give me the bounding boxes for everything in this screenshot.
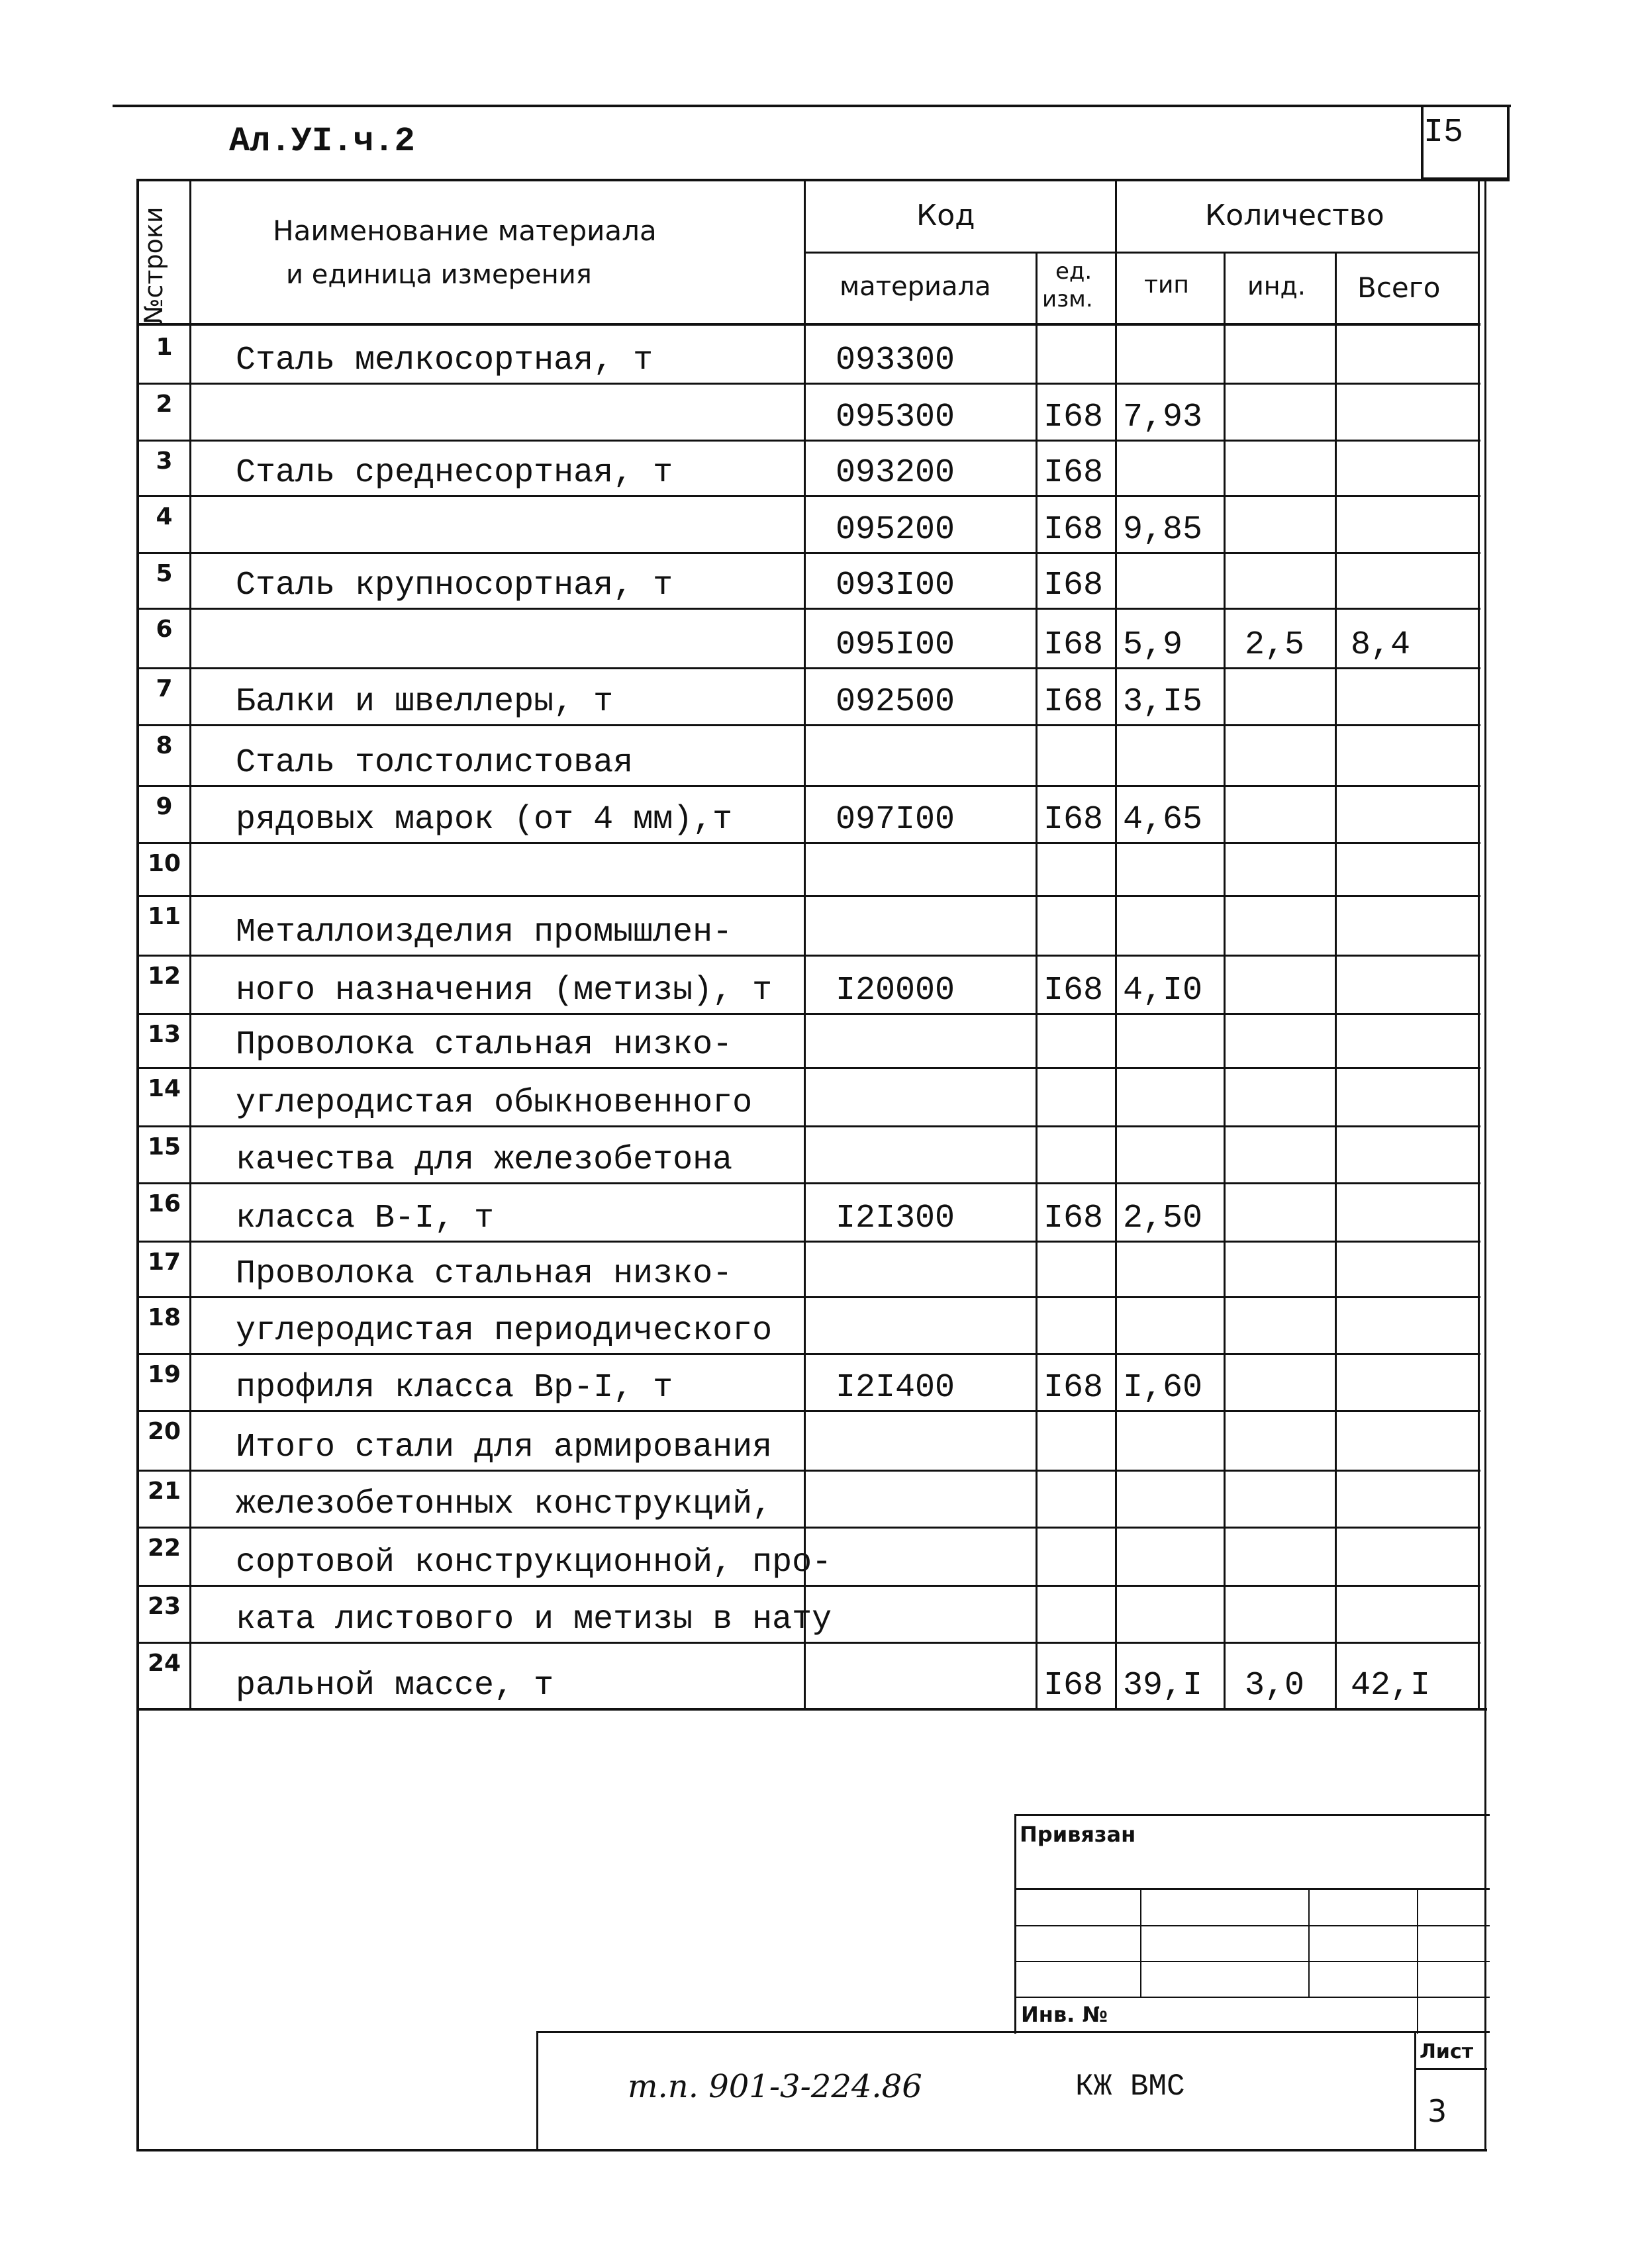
row-number: 9: [156, 793, 173, 820]
row-number: 20: [147, 1418, 181, 1445]
row-line: [136, 1296, 1480, 1298]
row-line: [136, 785, 1480, 787]
material-name: углеродистая периодического: [236, 1312, 773, 1350]
name-header-line2: и единица измерения: [286, 260, 592, 290]
row-line: [136, 1013, 1480, 1015]
row-number: 17: [147, 1249, 181, 1276]
qty-type: 7,93: [1123, 399, 1203, 436]
project-code: т.п. 901-3-224.86: [628, 2068, 922, 2105]
stamp-line-4: [1014, 1997, 1490, 1998]
type-header: тип: [1144, 271, 1189, 299]
material-code: I2I400: [836, 1369, 955, 1407]
code-unit-header-l1: ед.: [1055, 258, 1092, 285]
material-name: Металлоизделия промышлен-: [236, 914, 733, 951]
row-number: 24: [147, 1650, 181, 1677]
material-name: Проволока стальная низко-: [236, 1255, 733, 1293]
material-code: 093300: [836, 342, 955, 379]
page-box-right: [1507, 105, 1510, 180]
qty-total: 8,4: [1351, 626, 1411, 664]
material-name: железобетонных конструкций,: [236, 1486, 773, 1523]
qty-type: 2,50: [1123, 1200, 1203, 1237]
row-number: 7: [156, 675, 173, 702]
sheet-box-left: [1414, 2031, 1416, 2151]
stamp-line-1: [1014, 1888, 1490, 1890]
sheet-number: 3: [1427, 2093, 1447, 2129]
material-code: I2I300: [836, 1200, 955, 1237]
unit-code: I68: [1043, 626, 1104, 664]
material-name: рядовых марок (от 4 мм),т: [236, 801, 733, 839]
unit-code: I68: [1043, 801, 1104, 839]
material-code: 095200: [836, 511, 955, 549]
code-unit-header-l2: изм.: [1042, 286, 1093, 312]
page-number: I5: [1424, 114, 1464, 152]
row-line: [136, 383, 1480, 385]
col-line-name: [804, 179, 806, 1709]
sheet-code: Ал.УI.ч.2: [229, 122, 415, 161]
name-header-line1: Наименование материала: [273, 214, 657, 247]
material-code: 093I00: [836, 567, 955, 604]
col-line-code: [1036, 252, 1038, 1709]
stamp-line-3: [1014, 1961, 1490, 1962]
title-left-line: [536, 2031, 538, 2151]
row-line: [136, 1182, 1480, 1184]
material-name: Итого стали для армирования: [236, 1429, 773, 1466]
frame-bottom: [136, 2149, 1487, 2151]
unit-code: I68: [1043, 1200, 1104, 1237]
ind-header: инд.: [1247, 271, 1306, 301]
row-line: [136, 1125, 1480, 1127]
row-number: 15: [147, 1133, 181, 1160]
row-number: 2: [156, 391, 173, 418]
top-border: [113, 105, 1511, 107]
row-number: 23: [147, 1593, 181, 1620]
material-name: ного назначения (метизы), т: [236, 972, 773, 1010]
qty-ind: 3,0: [1245, 1667, 1305, 1705]
header-top-line: [136, 179, 1510, 181]
qty-ind: 2,5: [1245, 626, 1305, 664]
material-code: 095I00: [836, 626, 955, 664]
row-line: [136, 1585, 1480, 1587]
row-line: [136, 1642, 1480, 1644]
total-header: Всего: [1357, 271, 1441, 304]
quantity-header: Количество: [1205, 199, 1384, 232]
row-line: [136, 440, 1480, 442]
material-code: 092500: [836, 683, 955, 721]
code-material-header: материала: [840, 271, 991, 302]
row-line: [136, 895, 1480, 897]
bound-label: Привязан: [1020, 1822, 1136, 1847]
header-bottom-line: [136, 323, 1480, 326]
row-number: 6: [156, 616, 173, 643]
material-code: 097I00: [836, 801, 955, 839]
row-line: [136, 1241, 1480, 1243]
sheet-box-mid: [1414, 2068, 1487, 2070]
row-line: [136, 724, 1480, 726]
qty-type: 9,85: [1123, 511, 1203, 549]
row-number: 13: [147, 1021, 181, 1048]
unit-code: I68: [1043, 511, 1104, 549]
qty-type: 4,65: [1123, 801, 1203, 839]
stamp-top-line: [1014, 1814, 1490, 1816]
stamp-line-2: [1014, 1925, 1490, 1926]
material-name: качества для железобетона: [236, 1141, 733, 1179]
material-name: Сталь среднесортная, т: [236, 454, 673, 492]
row-number: 3: [156, 448, 173, 475]
stamp-vline-2: [1308, 1888, 1310, 1997]
col-line-ind: [1335, 252, 1337, 1709]
row-number: 12: [147, 963, 181, 990]
material-name: ката листового и метизы в нату: [236, 1601, 832, 1638]
row-line: [136, 1527, 1480, 1529]
col-line-unit: [1115, 179, 1117, 1709]
table-bottom-line: [136, 1708, 1487, 1711]
qty-type: 5,9: [1123, 626, 1183, 664]
unit-code: I68: [1043, 567, 1104, 604]
row-number: 10: [147, 850, 181, 877]
section-code: КЖ ВМС: [1075, 2069, 1185, 2104]
row-line: [136, 1410, 1480, 1412]
qty-total: 42,I: [1351, 1667, 1431, 1705]
title-top-line: [536, 2031, 1490, 2033]
row-line: [136, 608, 1480, 610]
unit-code: I68: [1043, 683, 1104, 721]
row-line: [136, 552, 1480, 554]
row-line: [136, 495, 1480, 497]
row-number: 1: [156, 334, 173, 361]
row-number: 8: [156, 732, 173, 759]
qty-type: 4,I0: [1123, 972, 1203, 1010]
material-name: Балки и швеллеры, т: [236, 683, 614, 721]
stamp-left-line: [1014, 1814, 1016, 2034]
unit-code: I68: [1043, 1369, 1104, 1407]
row-number: 14: [147, 1075, 181, 1102]
sheet-label: Лист: [1420, 2040, 1474, 2063]
material-code: I20000: [836, 972, 955, 1010]
row-number: 11: [147, 903, 181, 930]
row-number: 16: [147, 1190, 181, 1217]
row-line: [136, 955, 1480, 957]
material-name: Сталь крупносортная, т: [236, 567, 673, 604]
stamp-vline-3: [1417, 1888, 1418, 2034]
row-line: [136, 1067, 1480, 1069]
row-line: [136, 1470, 1480, 1472]
row-line: [136, 1353, 1480, 1355]
row-number: 18: [147, 1304, 181, 1331]
row-line: [136, 667, 1480, 669]
unit-code: I68: [1043, 1667, 1104, 1705]
stamp-vline-1: [1140, 1888, 1141, 1997]
material-name: Проволока стальная низко-: [236, 1026, 733, 1064]
row-number: 5: [156, 560, 173, 587]
inv-no-label: Инв. №: [1021, 2002, 1108, 2027]
unit-code: I68: [1043, 972, 1104, 1010]
material-code: 095300: [836, 399, 955, 436]
qty-type: 3,I5: [1123, 683, 1203, 721]
row-number: 21: [147, 1478, 181, 1505]
col-line-total: [1478, 179, 1480, 1709]
qty-type: 39,I: [1123, 1667, 1203, 1705]
material-name: Сталь мелкосортная, т: [236, 342, 653, 379]
code-header: Код: [916, 199, 975, 232]
material-name: сортовой конструкционной, про-: [236, 1544, 832, 1582]
unit-code: I68: [1043, 399, 1104, 436]
material-code: 093200: [836, 454, 955, 492]
material-name: Сталь толстолистовая: [236, 744, 634, 782]
unit-code: I68: [1043, 454, 1104, 492]
frame-left-bottom: [136, 1708, 139, 2151]
row-number: 22: [147, 1535, 181, 1562]
row-line: [136, 842, 1480, 844]
material-name: углеродистая обыкновенного: [236, 1084, 753, 1122]
col-line-type: [1224, 252, 1226, 1709]
row-number: 4: [156, 503, 173, 530]
header-mid-line: [804, 252, 1479, 254]
material-name: ральной массе, т: [236, 1667, 554, 1705]
qty-type: I,60: [1123, 1369, 1203, 1407]
row-number: 19: [147, 1361, 181, 1388]
table-right-border: [1484, 179, 1486, 2151]
material-name: класса В-I, т: [236, 1200, 495, 1237]
material-name: профиля класса Вр-I, т: [236, 1369, 673, 1407]
